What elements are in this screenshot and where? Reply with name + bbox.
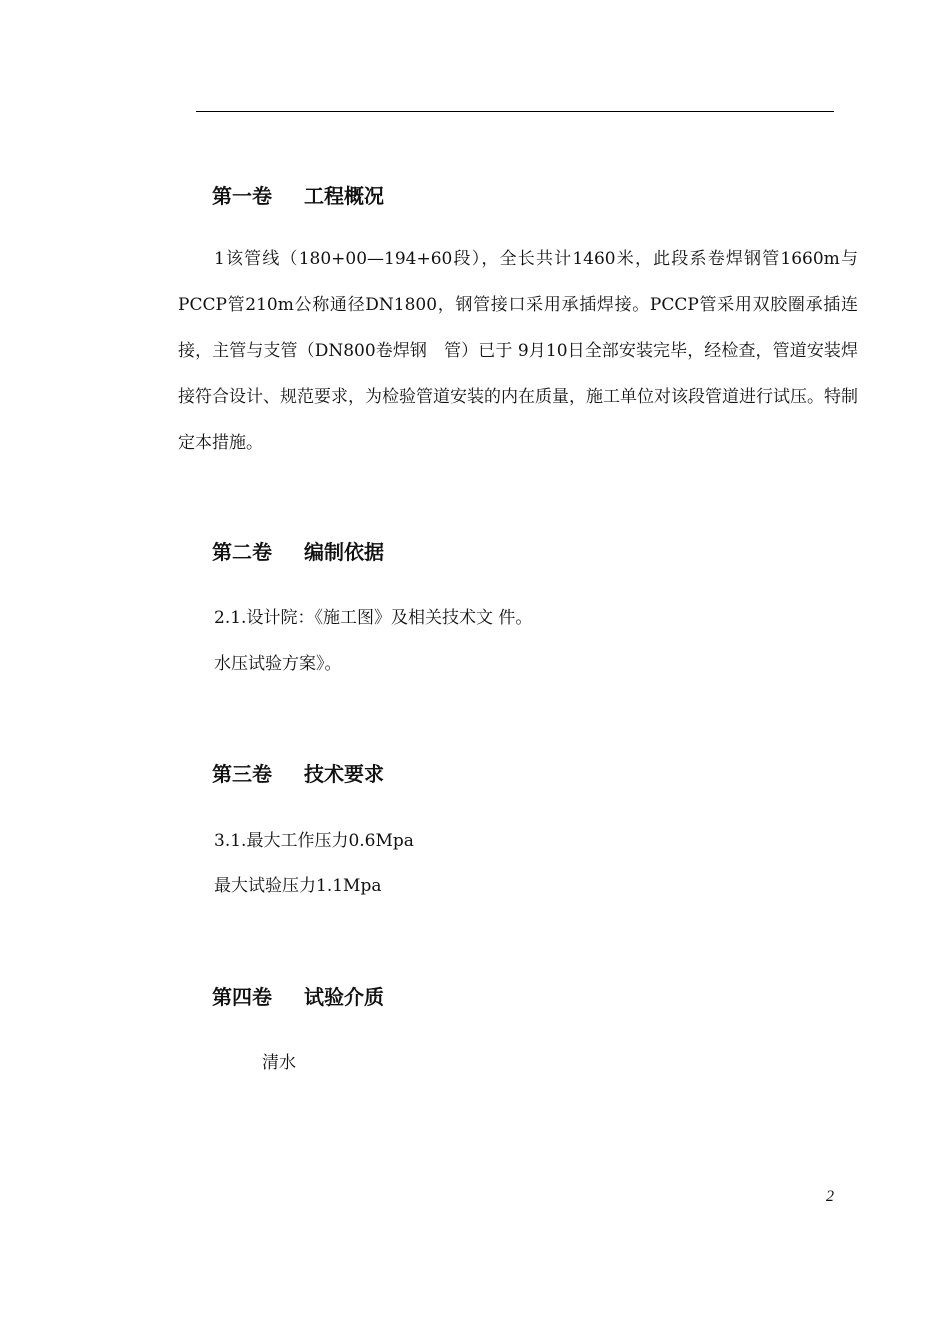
section-2-line-2: 水压试验方案》。 (214, 654, 342, 674)
section-title: 工程概况 (304, 184, 384, 208)
section-4-line-1: 清水 (262, 1053, 296, 1073)
section-2-line-1: 2.1.设计院：《施工图》及相关技术文 件。 (214, 608, 533, 628)
section-title: 试验介质 (304, 985, 384, 1009)
section-heading-4 (212, 981, 384, 1010)
section-number: 第二卷 (212, 540, 272, 564)
section-heading-3 (212, 758, 384, 787)
section-number: 第一卷 (212, 184, 272, 208)
section-heading-2 (212, 536, 384, 565)
section-title: 技术要求 (304, 762, 384, 786)
section-3-line-2: 最大试验压力1.1Mpa (214, 876, 382, 896)
section-title: 编制依据 (304, 540, 384, 564)
section-number: 第三卷 (212, 762, 272, 786)
header-rule (196, 111, 834, 112)
section-3-line-1: 3.1.最大工作压力0.6Mpa (214, 831, 414, 851)
section-number: 第四卷 (212, 985, 272, 1009)
section-1-paragraph: 1该管线（180+00—194+60段），全长共计1460米，此段系卷焊钢管1660m与PCCP管210m公称通径DN1800，钢管接口采用承插焊接。PCCP管采用双胶圈承插连接，主管与支管（DN800卷焊钢 管）已于 9月10日全部安装完毕，经检查，管道安装焊接符合设计、规范要求，为检验管道安装的内在质量，施工单位对该段管道进行试压。特制定本措施。 (178, 249, 858, 453)
section-heading-1 (212, 180, 384, 209)
page-number: 2 (826, 1188, 834, 1205)
